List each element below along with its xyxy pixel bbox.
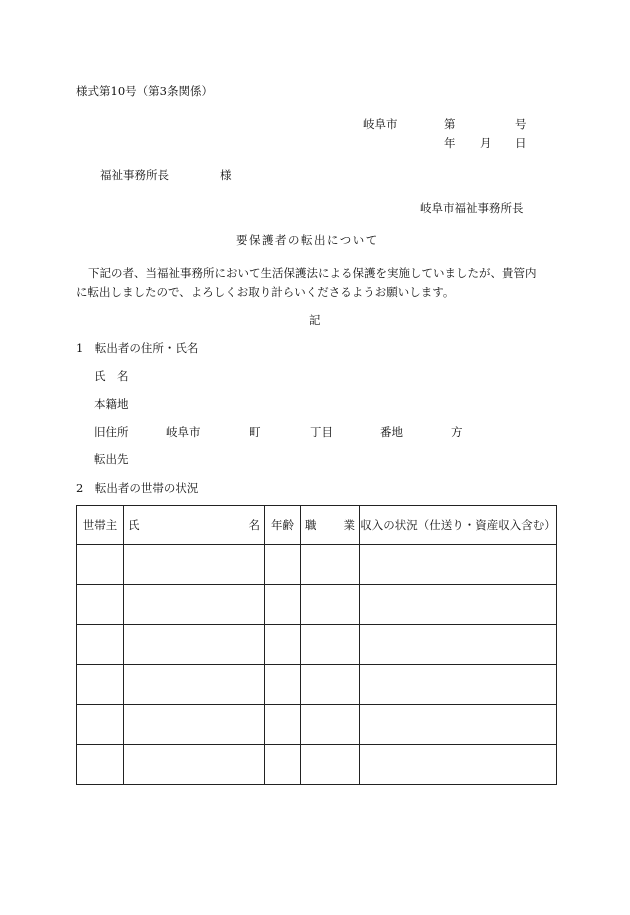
date-day: 日 (515, 136, 527, 150)
body-line-1: 下記の者、当福祉事務所において生活保護法による保護を実施していましたが、貴管内 (88, 266, 537, 280)
cell-income (360, 705, 557, 745)
header-income: 収入の状況（仕送り・資産収入含む） (360, 506, 557, 545)
cell-age (265, 625, 301, 665)
cell-income (360, 585, 557, 625)
form-number: 様式第10号（第3条関係） (76, 84, 213, 98)
old-address-kata: 方 (451, 425, 463, 439)
cell-head (77, 705, 124, 745)
cell-name (124, 545, 265, 585)
cell-income (360, 665, 557, 705)
cell-age (265, 705, 301, 745)
header-occupation-right: 業 (343, 518, 355, 532)
old-address-chome: 丁目 (310, 425, 333, 439)
household-table (76, 505, 557, 785)
header-name-right: 名 (248, 518, 260, 532)
cell-head (77, 625, 124, 665)
name-label: 氏 名 (94, 369, 129, 383)
cell-name (124, 625, 265, 665)
cell-head (77, 745, 124, 785)
cell-name (124, 745, 265, 785)
cell-occupation (301, 665, 360, 705)
table-row (77, 705, 557, 745)
reference-city: 岐阜市 (363, 117, 398, 131)
cell-age (265, 665, 301, 705)
date-month: 月 (480, 136, 492, 150)
old-address-label: 旧住所 (94, 425, 129, 439)
old-address-city: 岐阜市 (166, 425, 201, 439)
document-title: 要保護者の転出について (236, 233, 379, 247)
reference-go: 号 (515, 117, 527, 131)
cell-age (265, 745, 301, 785)
body-line-2: に転出しましたので、よろしくお取り計らいくださるようお願いします。 (76, 285, 455, 299)
cell-occupation (301, 545, 360, 585)
table-row (77, 585, 557, 625)
addressee-honorific: 様 (220, 168, 232, 182)
table-row (77, 665, 557, 705)
cell-income (360, 625, 557, 665)
cell-income (360, 745, 557, 785)
cell-income (360, 545, 557, 585)
cell-head (77, 545, 124, 585)
reference-dai: 第 (444, 117, 456, 131)
cell-name (124, 665, 265, 705)
section1-heading: 1 転出者の住所・氏名 (76, 341, 199, 355)
header-name-left: 氏 (128, 518, 140, 532)
date-year: 年 (444, 136, 456, 150)
cell-occupation (301, 585, 360, 625)
table-row (77, 625, 557, 665)
table-row (77, 745, 557, 785)
honseki-label: 本籍地 (94, 397, 129, 411)
header-occupation-left: 職 (305, 518, 317, 532)
ki-label: 記 (309, 313, 321, 327)
header-age: 年齢 (265, 506, 301, 545)
header-occupation (301, 506, 360, 545)
cell-age (265, 585, 301, 625)
cell-occupation (301, 625, 360, 665)
cell-occupation (301, 745, 360, 785)
cell-name (124, 705, 265, 745)
header-head-of-household: 世帯主 (77, 506, 124, 545)
header-name (124, 506, 265, 545)
cell-head (77, 665, 124, 705)
addressee-name: 福祉事務所長 (100, 168, 169, 182)
sender: 岐阜市福祉事務所長 (420, 201, 524, 215)
section2-heading: 2 転出者の世帯の状況 (76, 481, 199, 495)
cell-name (124, 585, 265, 625)
cell-age (265, 545, 301, 585)
table-header-row (77, 506, 557, 545)
destination-label: 転出先 (94, 452, 129, 466)
table-row (77, 545, 557, 585)
old-address-banchi: 番地 (380, 425, 403, 439)
old-address-machi: 町 (249, 425, 261, 439)
cell-occupation (301, 705, 360, 745)
cell-head (77, 585, 124, 625)
